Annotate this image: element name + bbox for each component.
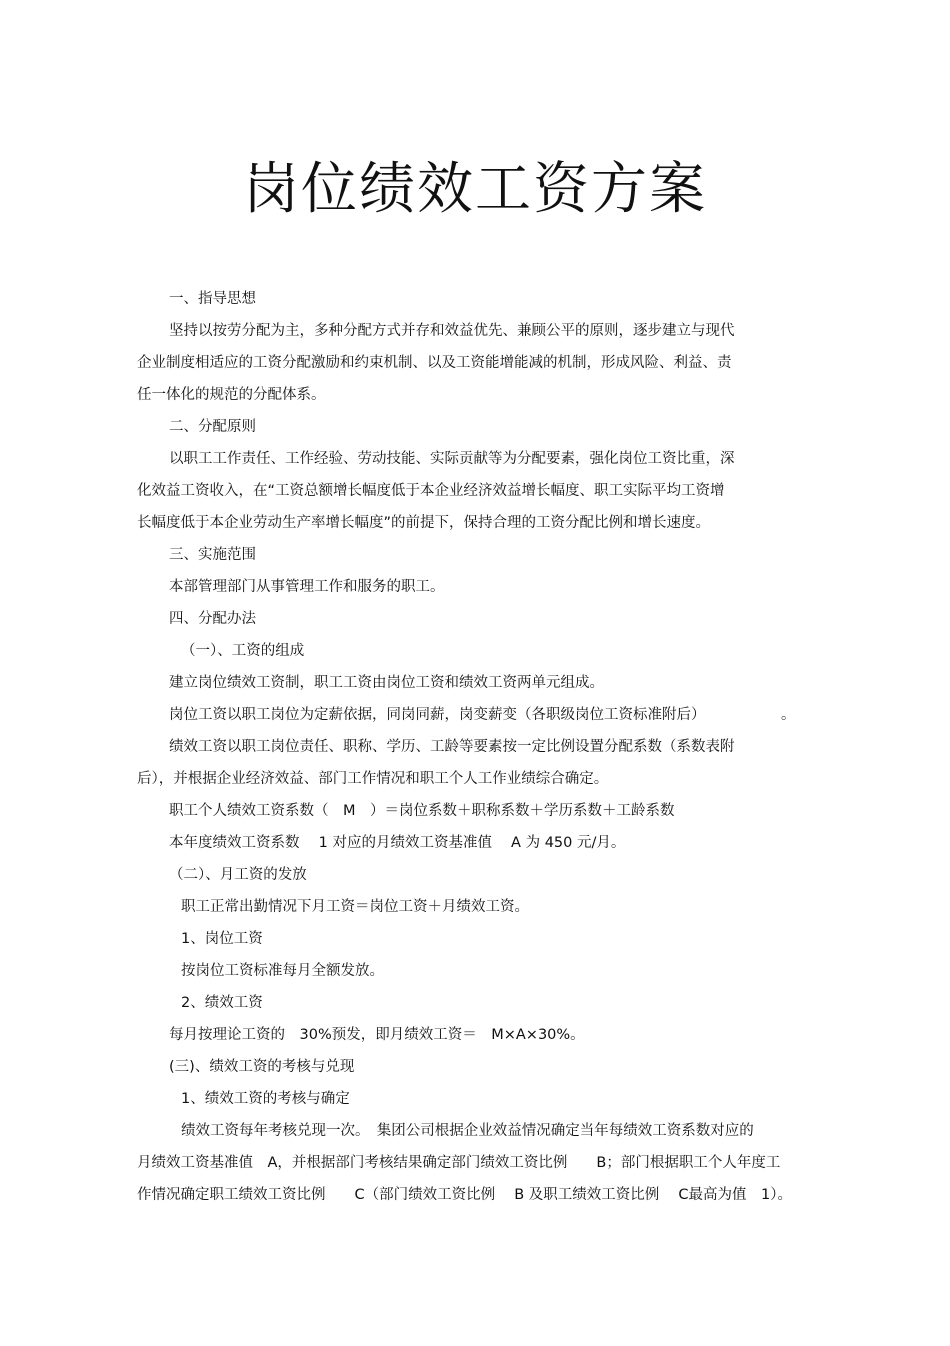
paragraph-line: 后），并根据企业经济效益、部门工作情况和职工个人工作业绩综合确定。 <box>137 771 609 787</box>
trailing-period: 。 <box>781 707 796 723</box>
paragraph-line: 本年度绩效工资系数 1 对应的月绩效工资基准值 A 为 450 元/月。 <box>169 835 626 851</box>
paragraph-line: 按岗位工资标准每月全额发放。 <box>181 963 384 979</box>
heading-guiding-ideology: 一、指导思想 <box>169 291 256 307</box>
formula-line: 职工个人绩效工资系数（ M ）＝岗位系数＋职称系数＋学历系数＋工龄系数 <box>169 803 675 819</box>
paragraph-line: 坚持以按劳分配为主，多种分配方式并存和效益优先、兼顾公平的原则，逐步建立与现代 <box>169 323 735 339</box>
item-heading: 1、绩效工资的考核与确定 <box>181 1091 350 1107</box>
paragraph-line: 建立岗位绩效工资制，职工工资由岗位工资和绩效工资两单元组成。 <box>169 675 604 691</box>
paragraph-line: 绩效工资每年考核兑现一次。 集团公司根据企业效益情况确定当年每绩效工资系数对应的 <box>181 1123 754 1139</box>
paragraph-line: 岗位工资以职工岗位为定薪依据，同岗同薪，岗变薪变（各职级岗位工资标准附后） <box>169 707 706 723</box>
paragraph-line: 月绩效工资基准值 A，并根据部门考核结果确定部门绩效工资比例 B；部门根据职工个人年度工 <box>137 1155 781 1171</box>
item-heading: 2、绩效工资 <box>181 995 263 1011</box>
formula-line: 职工正常出勤情况下月工资＝岗位工资＋月绩效工资。 <box>181 899 529 915</box>
paragraph-line: 本部管理部门从事管理工作和服务的职工。 <box>169 579 445 595</box>
formula-line: 每月按理论工资的 30%预发，即月绩效工资＝ M×A×30%。 <box>169 1027 585 1043</box>
item-heading: 1、岗位工资 <box>181 931 263 947</box>
paragraph-line: 企业制度相适应的工资分配激励和约束机制、以及工资能增能减的机制，形成风险、利益、责 <box>137 355 732 371</box>
subheading-wage-composition: （一）、工资的组成 <box>181 643 305 659</box>
heading-distribution-principles: 二、分配原则 <box>169 419 256 435</box>
paragraph-line: 作情况确定职工绩效工资比例 C（部门绩效工资比例 B 及职工绩效工资比例 C最高为值 1）。 <box>137 1187 792 1203</box>
paragraph-line: 以职工工作责任、工作经验、劳动技能、实际贡献等为分配要素，强化岗位工资比重，深 <box>169 451 735 467</box>
subheading-monthly-payment: （二）、月工资的发放 <box>169 867 307 883</box>
heading-distribution-methods: 四、分配办法 <box>169 611 256 627</box>
paragraph-line: 长幅度低于本企业劳动生产率增长幅度”的前提下，保持合理的工资分配比例和增长速度。 <box>137 515 711 531</box>
document-title: 岗位绩效工资方案 <box>243 157 707 222</box>
paragraph-line: 绩效工资以职工岗位责任、职称、学历、工龄等要素按一定比例设置分配系数（系数表附 <box>169 739 735 755</box>
subheading-assessment: (三)、绩效工资的考核与兑现 <box>169 1059 355 1075</box>
heading-scope: 三、实施范围 <box>169 547 256 563</box>
paragraph-line: 任一体化的规范的分配体系。 <box>137 387 326 403</box>
paragraph-line: 化效益工资收入，在“工资总额增长幅度低于本企业经济效益增长幅度、职工实际平均工资增 <box>137 483 725 499</box>
